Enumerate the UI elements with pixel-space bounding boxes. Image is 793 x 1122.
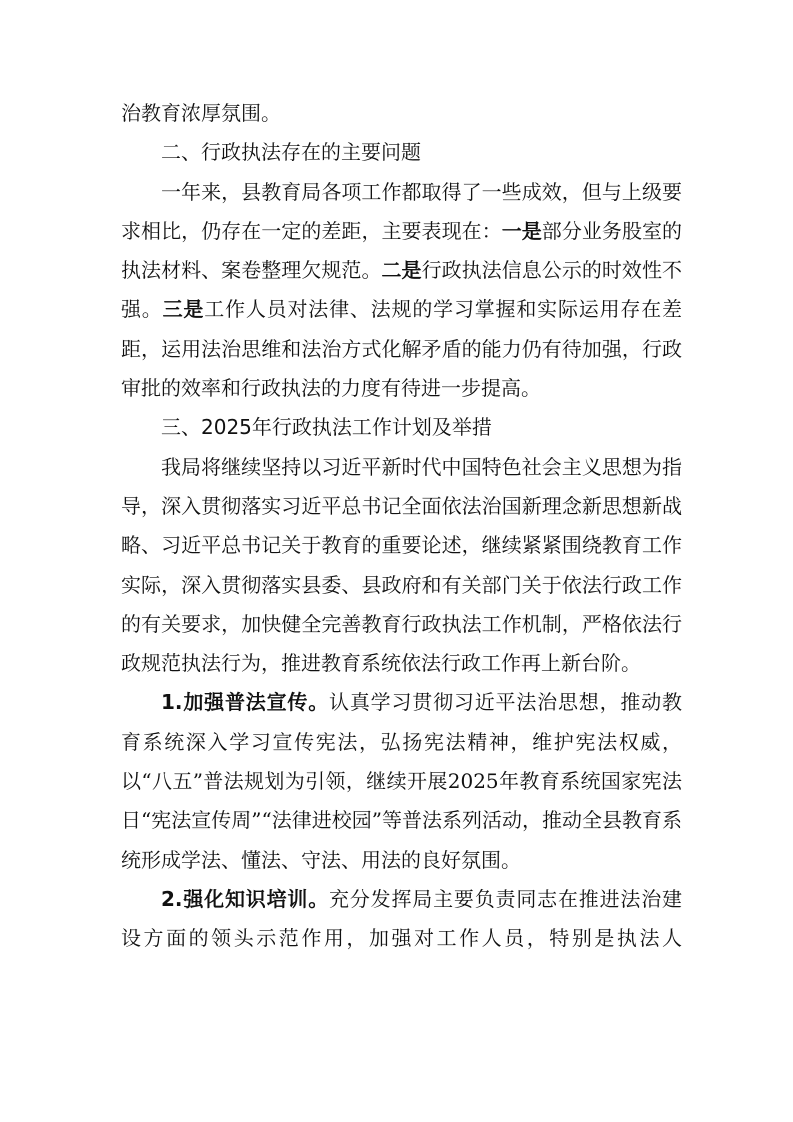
- bold-marker: 二是: [381, 258, 422, 283]
- paragraph-text: 治教育浓厚氛围。: [121, 101, 281, 125]
- paragraph-item-2: [121, 880, 682, 959]
- paragraph-text: 工作人员对法律、法规的学习掌握和实际运用存在差距，运用法治思维和法治方式化解矛盾的能力仍有待加强，行政审批的效率和行政执法的力度有待进一步提高。: [121, 297, 683, 401]
- bold-marker: 一是: [501, 218, 542, 243]
- paragraph-item-1: [121, 683, 682, 879]
- paragraph-problems: [121, 173, 682, 409]
- section-heading-3: 三、2025年行政执法工作计划及举措: [161, 415, 492, 440]
- bold-marker: 三是: [162, 297, 205, 322]
- paragraph-text: 充分发挥局主要负责同志在推进法治建设方面的领头示范作用，加强对工作人员，特别是执法人: [121, 886, 683, 951]
- item-title: 1.加强普法宣传。: [161, 690, 330, 715]
- paragraph-tail: [121, 94, 682, 133]
- paragraph-text: 部分业务股室的执法材料、案卷整理欠规范。: [121, 218, 683, 283]
- paragraph-plan: 我局将继续坚持以习近平新时代中国特色社会主义思想为指导，深入贯彻落实习近平总书记全面依法治国新理念新思想新战略、习近平总书记关于教育的重要论述，继续紧紧围绕教育工作实际，深入贯彻落实县委、县政府和有关部门关于依法行政工作的有关要求，加快健全完善教育行政执法工作机制，严格依法行政规范执法行为，推进教育系统依法行政工作再上新台阶。: [121, 454, 682, 676]
- item-title: 2.强化知识培训。: [161, 886, 330, 911]
- paragraph-text: 一年来，县教育局各项工作都取得了一些成效，但与上级要求相比，仍存在一定的差距，主要表现在：: [121, 179, 682, 243]
- section-heading-2: 二、行政执法存在的主要问题: [161, 140, 421, 165]
- document-body: [121, 94, 682, 959]
- paragraph-text: 行政执法信息公示的时效性不强。: [121, 258, 683, 322]
- paragraph-text: 认真学习贯彻习近平法治思想，推动教育系统深入学习宣传宪法，弘扬宪法精神，维护宪法权威，以“八五”普法规划为引领，继续开展2025年教育系统国家宪法日“宪法宣传周”“法律进校园”等普法系列活动，推动全县教育系统形成学法、懂法、守法、用法的良好氛围。: [121, 690, 683, 872]
